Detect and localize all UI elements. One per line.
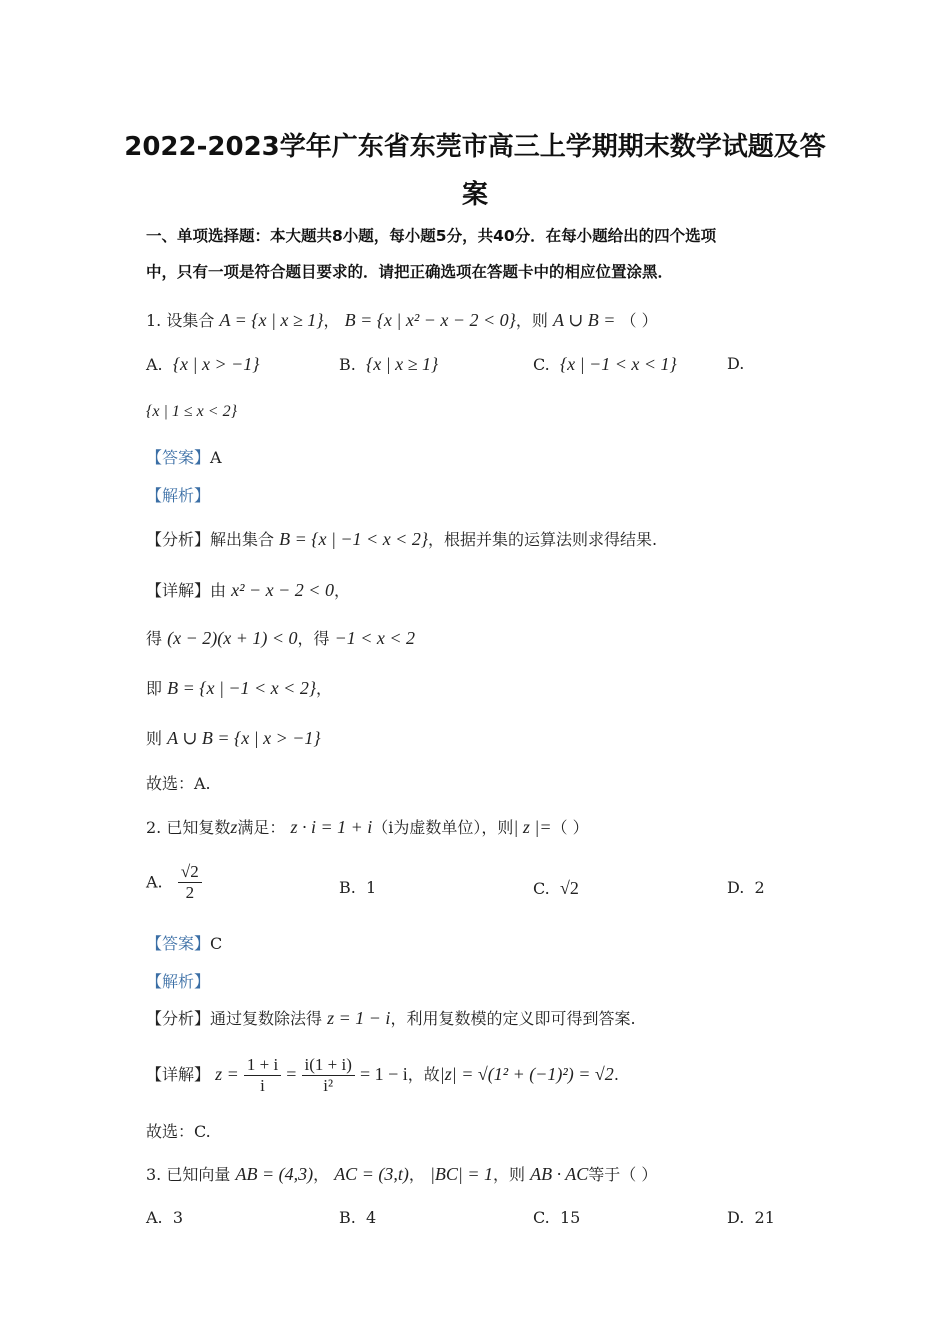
option-value: 2	[754, 878, 765, 897]
q2-answer	[146, 932, 222, 956]
q2-option-c	[533, 876, 579, 901]
q3-vector-ab: AB = (4,3)	[235, 1164, 314, 1184]
q3-option-a	[146, 1206, 183, 1230]
option-label: C.	[533, 1208, 550, 1227]
step-math-2: −1 < x < 2	[334, 628, 416, 648]
q1-step4	[146, 726, 321, 751]
q1-detail	[146, 578, 350, 603]
option-value: 21	[754, 1208, 775, 1227]
q1-step3	[146, 676, 332, 701]
option-label: B.	[339, 878, 356, 897]
q2-z: z	[230, 817, 238, 837]
answer-tag: 【答案】	[146, 448, 211, 467]
option-label: A.	[146, 872, 163, 892]
q2-option-d	[727, 876, 765, 900]
q1-paren: （ ）	[620, 311, 658, 330]
q1-option-d-value: {x | 1 ≤ x < 2}	[146, 403, 237, 420]
option-value: 4	[366, 1208, 377, 1227]
option-value: √2	[559, 878, 579, 898]
detail-math: x² − x − 2 < 0	[231, 580, 334, 600]
option-value: 1	[366, 878, 377, 897]
fenxi-text-end: ，根据并集的运算法则求得结果.	[428, 530, 658, 549]
option-label: D.	[727, 354, 745, 373]
q3-option-c	[533, 1206, 580, 1230]
q1-option-a	[146, 352, 259, 377]
option-label: A.	[146, 1208, 163, 1227]
fenxi-math: z = 1 − i	[327, 1008, 391, 1028]
q1-option-b	[339, 352, 438, 377]
fraction-numerator: √2	[178, 862, 202, 883]
option-value: 3	[172, 1208, 183, 1227]
answer-value: A	[210, 448, 222, 467]
option-label: D.	[727, 1208, 745, 1227]
q3-option-d	[727, 1206, 775, 1230]
option-value: {x | x ≥ 1}	[366, 354, 439, 374]
option-label: C.	[533, 879, 550, 898]
q3-sep: ，	[408, 1165, 425, 1184]
q2-analysis-tag: 【解析】	[146, 972, 211, 991]
q2-equation: z · i = 1 + i	[290, 817, 373, 837]
q2-choose: 故选：C.	[146, 1122, 211, 1141]
q3-vector-ac: AC = (3,t)	[334, 1164, 409, 1184]
option-label: C.	[533, 355, 550, 374]
detail-abs: |z| = √(1² + (−1)²) = √2	[439, 1064, 614, 1084]
q3-stem-suffix: 等于（ ）	[588, 1165, 658, 1184]
q2-stem	[146, 815, 589, 840]
detail-equals: =	[286, 1064, 297, 1084]
option-value: 15	[559, 1208, 581, 1227]
q1-stem-prefix: 1. 设集合	[146, 311, 215, 330]
q1-choose: 故选：A.	[146, 774, 211, 793]
section-heading-line2: 中，只有一项是符合题目要求的．请把正确选项在答题卡中的相应位置涂黑．	[146, 263, 674, 281]
q2-abs: | z |=	[513, 817, 552, 837]
q3-dot-product: AB · AC	[530, 1164, 589, 1184]
fenxi-math: B = {x | −1 < x < 2}	[279, 529, 429, 549]
fraction-numerator: i(1 + i)	[302, 1055, 355, 1076]
answer-tag: 【答案】	[146, 934, 211, 953]
step-math: A ∪ B = {x | x > −1}	[167, 728, 321, 748]
step-math: B = {x | −1 < x < 2}	[167, 678, 317, 698]
option-label: B.	[339, 1208, 356, 1227]
fraction-denominator: i²	[323, 1076, 334, 1095]
q1-option-d	[727, 352, 744, 376]
q1-set-b: B = {x | x² − x − 2 < 0}	[344, 310, 516, 330]
q2-detail	[146, 1050, 619, 1099]
q2-option-b	[339, 876, 376, 900]
fenxi-tag: 【分析】	[146, 530, 211, 549]
q1-sep: ，	[323, 311, 340, 330]
q1-stem	[146, 308, 658, 333]
q3-stem-prefix: 3. 已知向量	[146, 1165, 231, 1184]
q1-set-a: A = {x | x ≥ 1}	[219, 310, 324, 330]
detail-tag: 【详解】	[146, 1065, 211, 1084]
q3-stem	[146, 1162, 657, 1187]
fraction-numerator: 1 + i	[244, 1055, 281, 1076]
q2-stem-prefix: 2. 已知复数	[146, 818, 231, 837]
detail-tag: 【详解】	[146, 581, 211, 600]
option-value: {x | −1 < x < 1}	[559, 354, 677, 374]
answer-value: C	[210, 934, 223, 953]
q1-analysis-tag: 【解析】	[146, 486, 211, 505]
doc-title-line1: 2022-2023学年广东省东莞市高三上学期期末数学试题及答	[124, 132, 826, 162]
q1-answer	[146, 446, 222, 470]
fraction-denominator: i	[260, 1076, 265, 1095]
option-value: {x | x > −1}	[172, 354, 260, 374]
fenxi-tag: 【分析】	[146, 1009, 211, 1028]
fenxi-text: 通过复数除法得	[210, 1009, 323, 1028]
detail-fraction-2	[302, 1055, 355, 1096]
q2-fenxi	[146, 1006, 636, 1031]
step-math: (x − 2)(x + 1) < 0	[167, 628, 298, 648]
option-fraction	[178, 862, 202, 903]
q1-stem-suffix: ，则	[515, 311, 548, 330]
q3-option-b	[339, 1206, 376, 1230]
q2-note: （i为虚数单位），则	[372, 818, 514, 837]
option-label: D.	[727, 878, 745, 897]
detail-end: .	[613, 1065, 619, 1084]
detail-z: z =	[215, 1064, 239, 1084]
q3-sep: ，则	[492, 1165, 525, 1184]
step-text: 则	[146, 729, 163, 748]
option-label: B.	[339, 355, 356, 374]
q2-stem-mid: 满足：	[237, 818, 286, 837]
fraction-denominator: 2	[185, 883, 195, 902]
q3-norm-bc: |BC| = 1	[429, 1164, 493, 1184]
q1-fenxi	[146, 527, 657, 552]
fenxi-text-end: ，利用复数模的定义即可得到答案.	[390, 1009, 636, 1028]
q1-option-c	[533, 352, 677, 377]
q1-union: A ∪ B =	[553, 310, 616, 330]
detail-mid: ，故	[407, 1065, 440, 1084]
section-heading-line1: 一、单项选择题：本大题共8小题，每小题5分，共40分．在每小题给出的四个选项	[146, 227, 717, 245]
q3-sep: ，	[313, 1165, 330, 1184]
detail-fraction-1	[244, 1055, 281, 1096]
detail-comma: ，	[333, 581, 350, 600]
doc-title-line2: 案	[461, 180, 488, 210]
step-text: 即	[146, 679, 163, 698]
q2-option-a	[146, 862, 202, 903]
detail-result: = 1 − i	[359, 1064, 408, 1084]
detail-text: 由	[210, 581, 227, 600]
q2-paren: （ ）	[551, 818, 589, 837]
step-end: ，	[316, 679, 333, 698]
option-label: A.	[146, 355, 163, 374]
step-mid: ，得	[297, 629, 330, 648]
step-text: 得	[146, 629, 163, 648]
fenxi-text: 解出集合	[210, 530, 275, 549]
q1-step2	[146, 626, 415, 651]
